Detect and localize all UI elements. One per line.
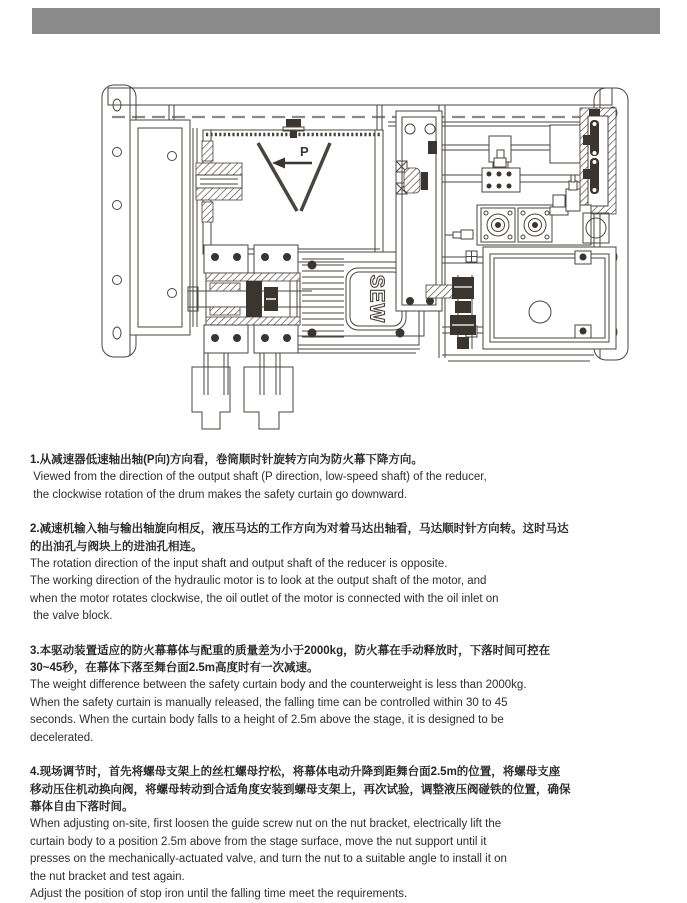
notice-2-zh: 2.减速机输入轴与输出轴旋向相反，液压马达的工作方向为对着马达出轴看，马达顺时针方向转。这时马达 的出油孔与阀块上的进油孔相连。 [30, 523, 569, 553]
notice-3-zh: 3.本驱动装置适应的防火幕幕体与配重的质量差为小于2000kg，防火幕在手动释放时，下落时间可控在 30~45秒，在幕体下落至舞台面2.5m高度时有一次减速。 [30, 644, 551, 675]
notice-2-en: The rotation direction of the input shaft and output shaft of the reducer is opposite. The working direction of the hydraulic motor is to look at the output shaft of the motor, and when the motor rotates clockwise, the oil outlet of the motor is connected with the oil inlet on the valve block. [30, 558, 499, 623]
valve-cartridge-1 [553, 195, 565, 207]
machine-drawing-svg [0, 75, 687, 435]
notice-4-en: When adjusting on-site, first loosen the guide screw nut on the nut bracket, electrically lift the curtain body to a position 2.5m above from the stage surface, move the nut support until it presses on the mechanically-actuated valve, and turn the nut to a suitable angle to install it on the nut bracket and test again. Adjust the position of stop iron until the falling time meet the requirements. [30, 818, 507, 900]
notice-item-3 [30, 643, 657, 747]
brake-coupling-assembly [188, 245, 312, 353]
gear-reducer [130, 120, 197, 335]
direction-label-p: P [300, 144, 309, 159]
valve-cartridge-2 [566, 189, 580, 211]
gear-cluster [426, 275, 476, 349]
technical-drawing [0, 75, 687, 443]
section-title: 5 设备使用须知/Notice on Usage [74, 39, 315, 55]
suspension-brackets [192, 353, 293, 429]
notice-1-en: Viewed from the direction of the output shaft (P direction, low-speed shaft) of the reducer, the clockwise rotation of the drum makes the safety curtain go downward. [33, 471, 487, 501]
oil-tank [466, 247, 616, 349]
document-page [0, 8, 687, 900]
bracket-right [244, 367, 293, 429]
notice-4-zh: 4.现场调节时，首先将螺母支架上的丝杠螺母拧松，将幕体电动升降到距舞台面2.5m的位置，将螺母支座 移动压住机动换向阀，将螺母转动到合适角度安装到螺母支架上，再次试验，调整液压阀碰铁的位置，确保 幕体自由下落时间。 [30, 766, 571, 813]
notice-3-en: The weight difference between the safety curtain body and the counterweight is less than 2000kg. When the safety curtain is manually released, the falling time can be controlled within 30 to 45 seconds. When the curtain body falls to a height of 2.5m above the stage, it is designed to be decelerated. [30, 679, 527, 744]
notice-item-2 [30, 521, 657, 625]
section-header [32, 8, 660, 55]
notice-item-1 [30, 452, 657, 504]
notice-text [30, 452, 657, 903]
motor-brand-label: SEW [365, 274, 388, 324]
mechanical-valve [482, 168, 520, 192]
notice-1-zh: 1.从减速器低速轴出轴(P向)方向看，卷筒顺时针旋转方向为防火幕下降方向。 [30, 454, 423, 466]
notice-item-4 [30, 764, 657, 903]
